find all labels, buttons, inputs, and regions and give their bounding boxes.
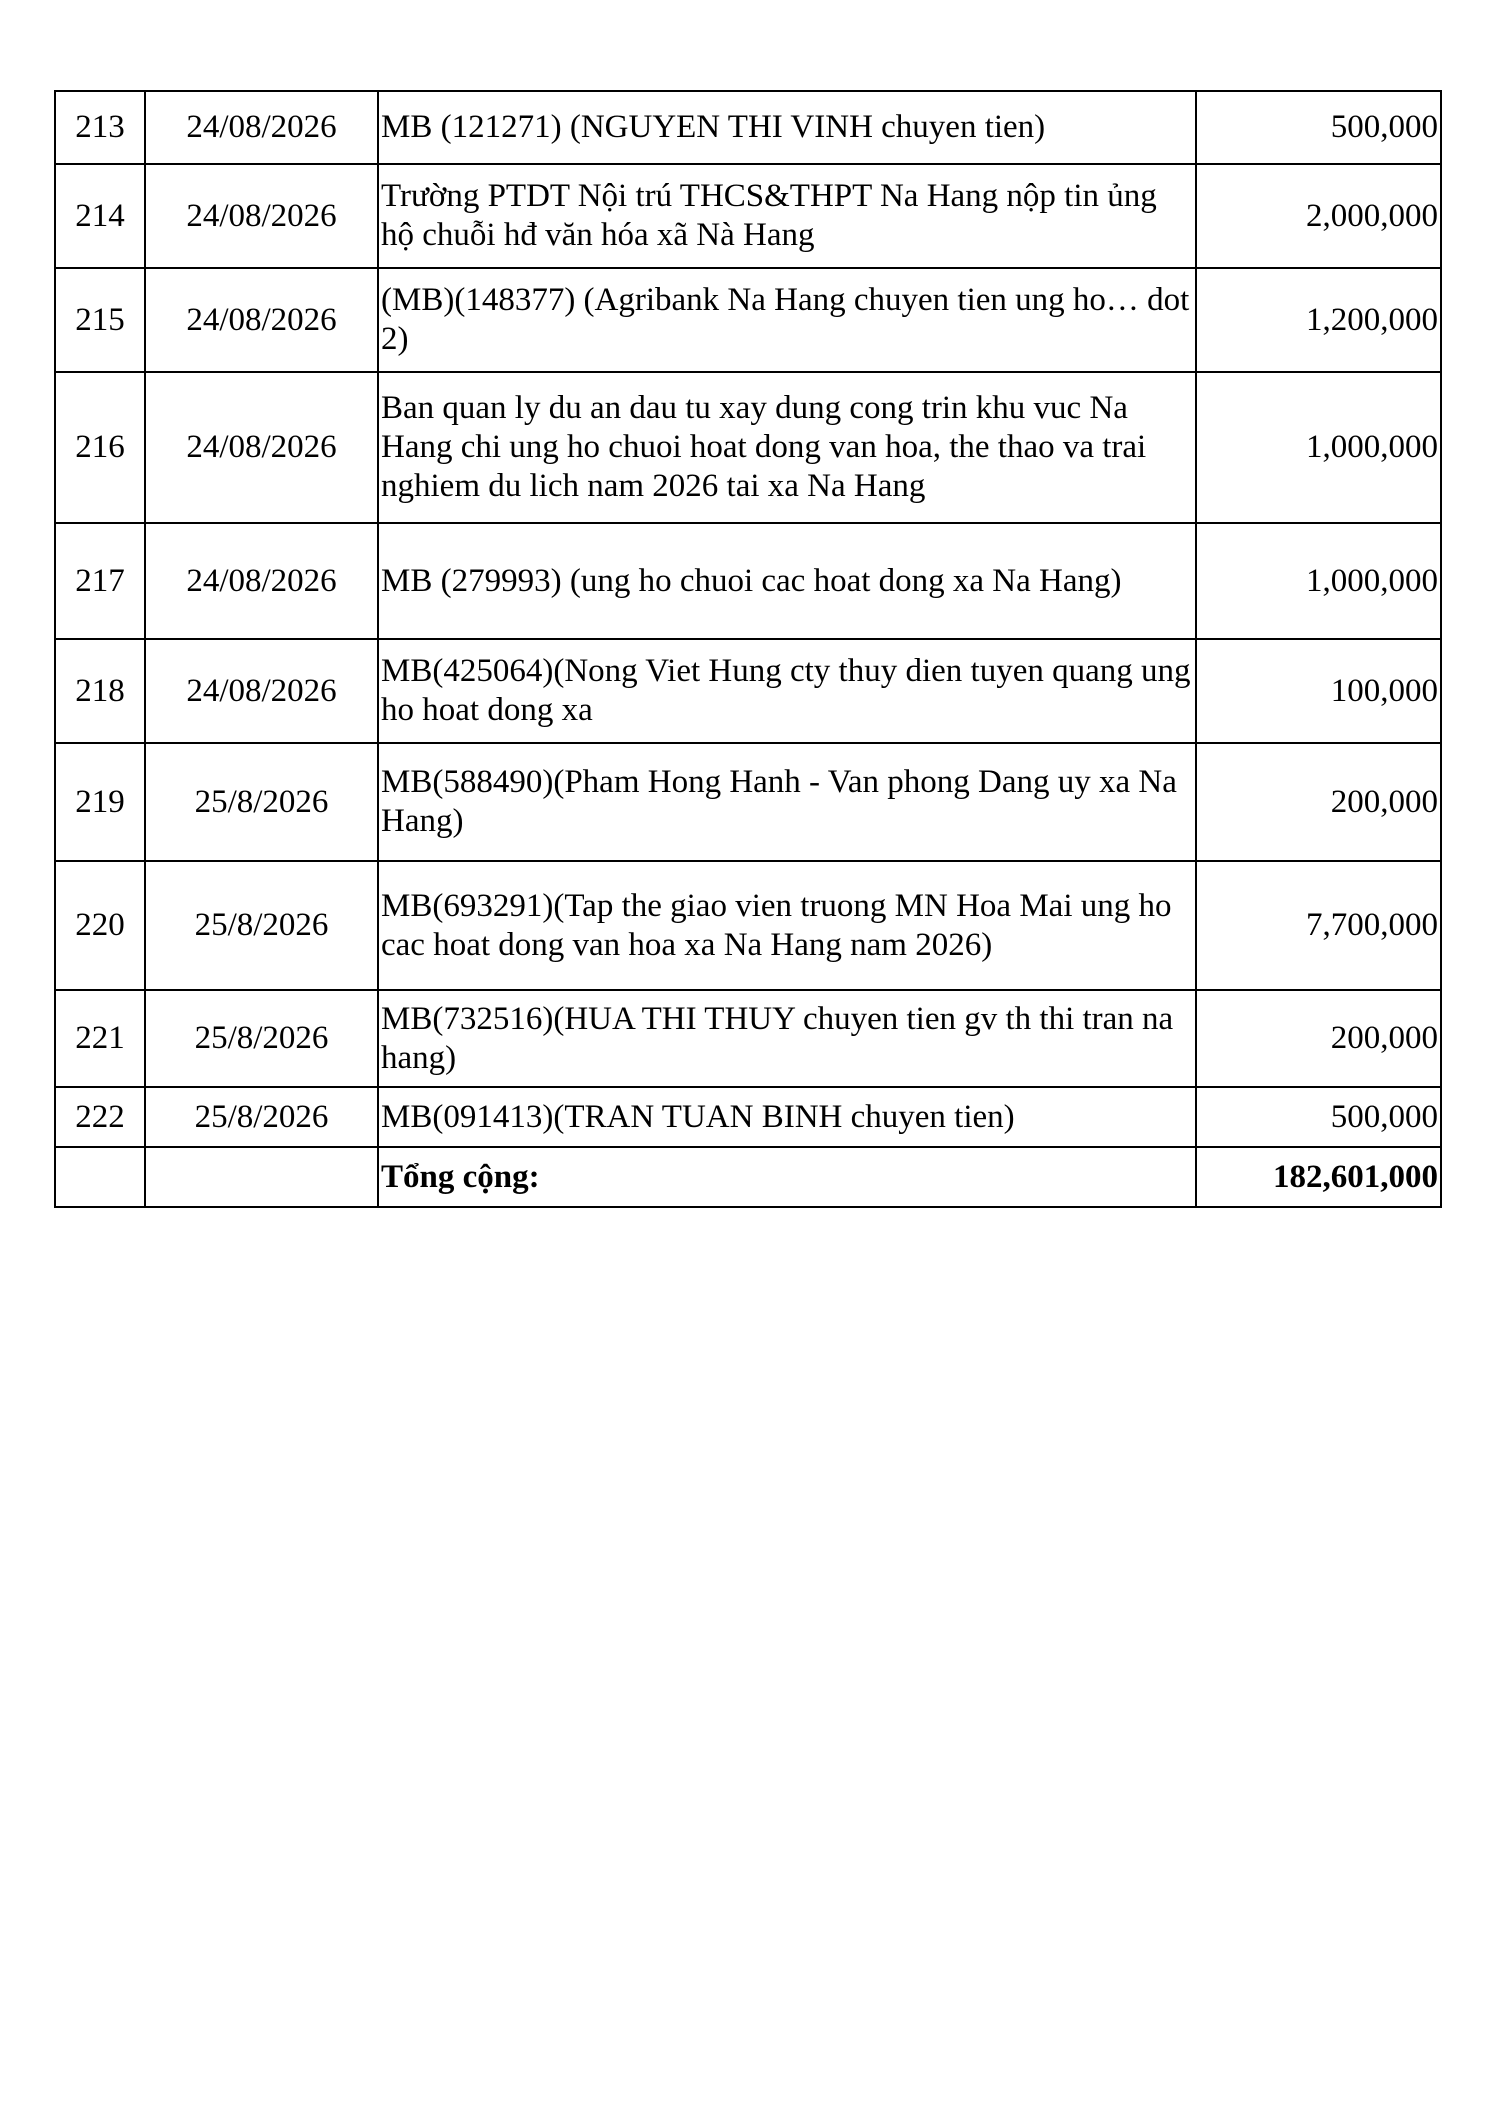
row-date: 25/8/2026 [145,990,378,1087]
total-amount: 182,601,000 [1196,1147,1441,1207]
row-amount: 500,000 [1196,1087,1441,1147]
table-row [55,372,1441,523]
row-amount: 7,700,000 [1196,861,1441,990]
row-date: 24/08/2026 [145,372,378,523]
table-row [55,523,1441,639]
row-description: MB(091413)(TRAN TUAN BINH chuyen tien) [378,1087,1196,1147]
row-date: 25/8/2026 [145,861,378,990]
row-date: 24/08/2026 [145,91,378,164]
row-amount: 500,000 [1196,91,1441,164]
table-row [55,990,1441,1087]
row-amount: 100,000 [1196,639,1441,743]
row-amount: 2,000,000 [1196,164,1441,268]
total-label: Tổng cộng: [378,1147,1196,1207]
total-row [55,1147,1441,1207]
total-empty-cell [145,1147,378,1207]
row-date: 24/08/2026 [145,164,378,268]
table-row [55,1087,1441,1147]
row-date: 24/08/2026 [145,639,378,743]
row-description: MB(588490)(Pham Hong Hanh - Van phong Dang uy xa Na Hang) [378,743,1196,861]
row-number: 217 [55,523,145,639]
table-row [55,861,1441,990]
row-description: MB (121271) (NGUYEN THI VINH chuyen tien) [378,91,1196,164]
row-description: (MB)(148377) (Agribank Na Hang chuyen tien ung ho… dot 2) [378,268,1196,372]
row-amount: 1,000,000 [1196,523,1441,639]
row-description: Trường PTDT Nội trú THCS&THPT Na Hang nộp tin ủng hộ chuỗi hđ văn hóa xã Nà Hang [378,164,1196,268]
table-row [55,639,1441,743]
row-number: 215 [55,268,145,372]
row-amount: 200,000 [1196,990,1441,1087]
donation-ledger-table [54,90,1442,1208]
row-number: 218 [55,639,145,743]
row-number: 213 [55,91,145,164]
table-row [55,268,1441,372]
row-description: MB(732516)(HUA THI THUY chuyen tien gv th thi tran na hang) [378,990,1196,1087]
row-description: MB(693291)(Tap the giao vien truong MN Hoa Mai ung ho cac hoat dong van hoa xa Na Hang nam 2026) [378,861,1196,990]
table-row [55,164,1441,268]
row-date: 24/08/2026 [145,523,378,639]
row-date: 25/8/2026 [145,743,378,861]
row-description: MB(425064)(Nong Viet Hung cty thuy dien tuyen quang ung ho hoat dong xa [378,639,1196,743]
row-number: 219 [55,743,145,861]
row-amount: 1,000,000 [1196,372,1441,523]
total-empty-cell [55,1147,145,1207]
row-number: 214 [55,164,145,268]
row-number: 221 [55,990,145,1087]
row-description: Ban quan ly du an dau tu xay dung cong trin khu vuc Na Hang chi ung ho chuoi hoat dong van hoa, the thao va trai nghiem du lich nam 2026 tai xa Na Hang [378,372,1196,523]
row-number: 222 [55,1087,145,1147]
row-number: 220 [55,861,145,990]
table-row [55,743,1441,861]
table-row [55,91,1441,164]
row-date: 25/8/2026 [145,1087,378,1147]
row-amount: 1,200,000 [1196,268,1441,372]
row-description: MB (279993) (ung ho chuoi cac hoat dong xa Na Hang) [378,523,1196,639]
row-date: 24/08/2026 [145,268,378,372]
row-number: 216 [55,372,145,523]
row-amount: 200,000 [1196,743,1441,861]
